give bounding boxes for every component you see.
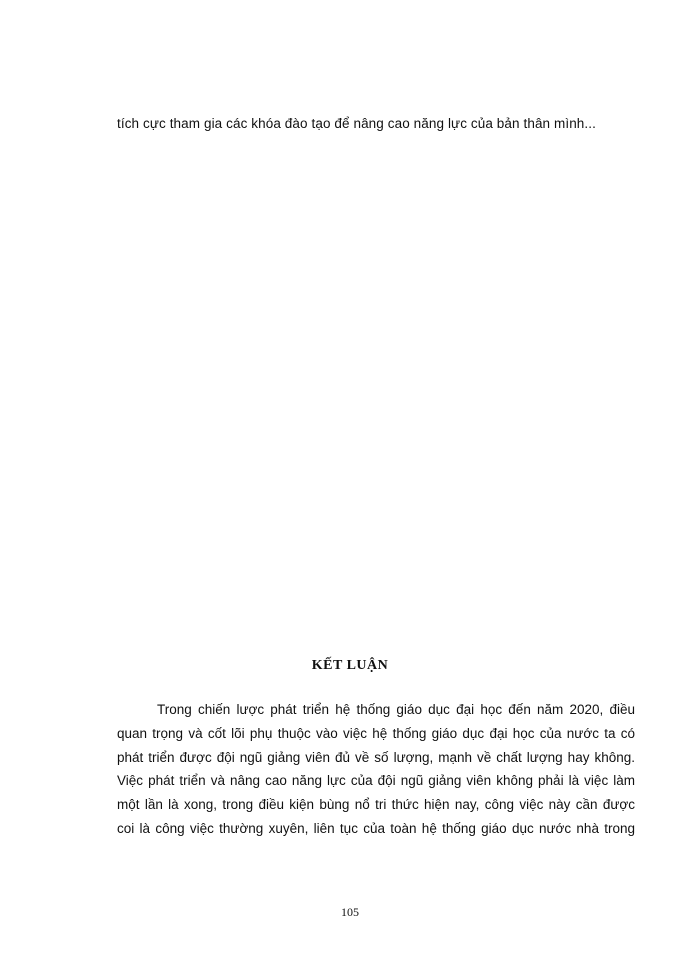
paragraph-line: một lần là xong, trong điều kiện bùng nổ tri thức hiện nay, công việc này cần được [117, 797, 635, 813]
page-number: 105 [341, 905, 359, 919]
paragraph-line: coi là công việc thường xuyên, liên tục của toàn hệ thống giáo dục nước nhà trong [117, 820, 635, 836]
paragraph-line: phát triển được đội ngũ giảng viên đủ về số lượng, mạnh về chất lượng hay không. [117, 749, 635, 765]
carryover-text-line: tích cực tham gia các khóa đào tạo để nâng cao năng lực của bản thân mình... [117, 116, 596, 131]
conclusion-paragraph [117, 698, 635, 841]
section-heading: KẾT LUẬN [311, 658, 389, 673]
paragraph-line: Trong chiến lược phát triển hệ thống giáo dục đại học đến năm 2020, điều [157, 702, 635, 717]
paragraph-line: quan trọng và cốt lõi phụ thuộc vào việc hệ thống giáo dục đại học của nước ta có [117, 725, 635, 741]
paragraph-line: Việc phát triển và nâng cao năng lực của đội ngũ giảng viên không phải là việc làm [117, 773, 635, 789]
